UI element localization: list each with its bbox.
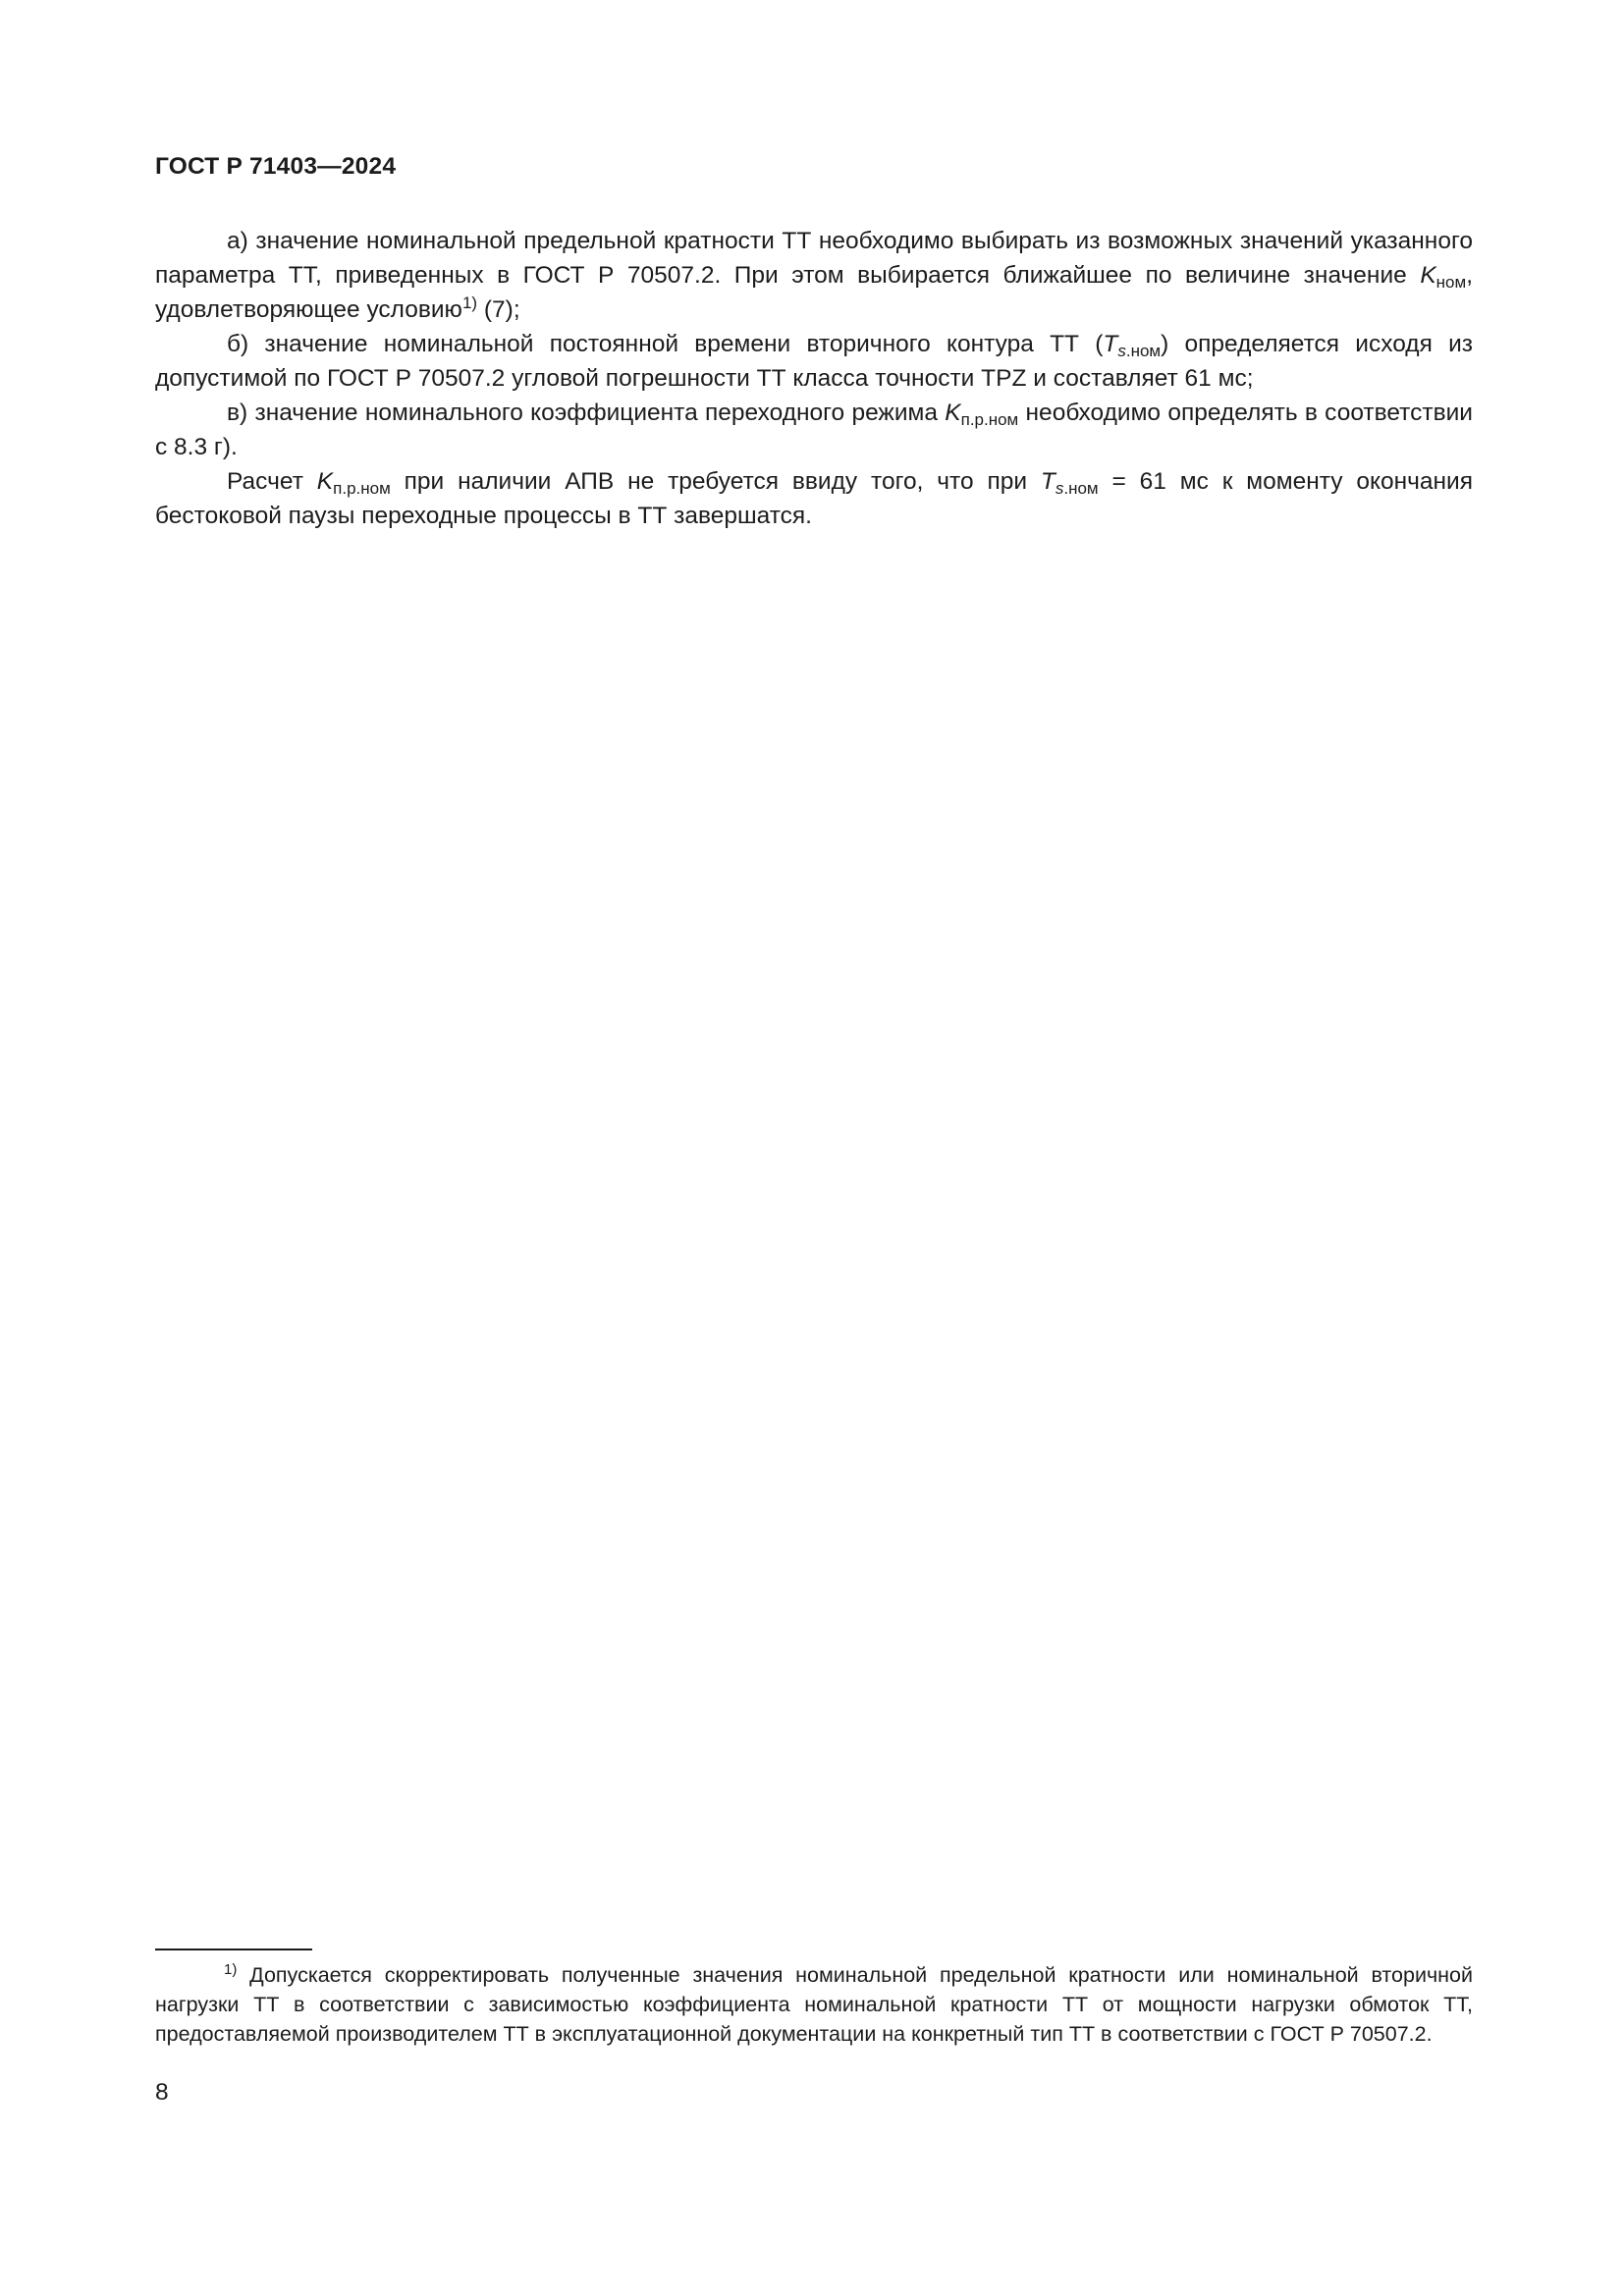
paragraph-b-text-1: б) значение номинальной постоянной времени вторичного контура ТТ ( [227,331,1104,357]
t-s-nom-var-2: T [1040,468,1056,495]
document-body [155,224,1473,533]
footnote-marker: 1) [224,1961,238,1978]
t-s-nom-sub-italic: s [1117,342,1126,360]
t-s-nom-sub [1117,342,1161,360]
footnote-ref[interactable]: 1) [461,294,478,312]
paragraph-v [155,396,1473,464]
t-s-nom-sub-2-rest: .ном [1063,479,1099,498]
t-s-nom-sub-2 [1056,479,1099,498]
paragraph-b [155,327,1473,396]
t-s-nom-sub-rest: .ном [1125,342,1162,360]
paragraph-a-text-1: а) значение номинальной предельной кратности ТТ необходимо выбирать из возможных значений указанного параметра ТТ, приведенных в ГОСТ Р 70507.2. При этом выбирается ближайшее по величине значение [155,228,1473,289]
paragraph-v-text-1: в) значение номинального коэффициента переходного режима [227,400,946,426]
footnote-paragraph [155,1960,1473,2049]
footnote [155,1960,1473,2049]
page-number: 8 [155,2079,169,2106]
paragraph-v-text-2: необходимо определять в соответствии с 8.3 г). [155,400,1473,460]
k-nom-sub: ном [1435,273,1467,292]
paragraph-a-text-3: (7); [477,296,520,323]
k-pr-nom-sub: п.р.ном [960,410,1019,429]
k-pr-nom-var: K [945,400,961,426]
paragraph-calc-text-3: = 61 мс к моменту окончания бестоковой паузы переходные процессы в ТТ завершатся. [155,468,1473,529]
paragraph-calc-text-2: при наличии АПВ не требуется ввиду того, что при [390,468,1041,495]
k-nom-var: K [1420,262,1436,289]
footnote-divider [155,1949,312,1950]
paragraph-a [155,224,1473,327]
paragraph-calc [155,464,1473,533]
t-s-nom-sub-2-italic: s [1055,479,1064,498]
paragraph-calc-text-1: Расчет [227,468,317,495]
t-s-nom-var: T [1103,331,1118,357]
paragraph-a-text-2: , удовлетворяющее условию [155,262,1473,323]
k-pr-nom-sub-2: п.р.ном [333,479,391,498]
k-pr-nom-var-2: K [316,468,334,495]
document-header: ГОСТ Р 71403—2024 [155,153,397,180]
paragraph-b-text-2: ) определяется исходя из допустимой по ГОСТ Р 70507.2 угловой погрешности ТТ класса точности ТPZ и составляет 61 мс; [155,331,1473,392]
footnote-text: Допускается скорректировать полученные значения номинальной предельной кратности или номинальной вторичной нагрузки ТТ в соответствии с зависимостью коэффициента номинальной кратности ТТ от мощности нагрузки обмоток ТТ, предоставляемой производителем ТТ в эксплуатационной документации на конкретный тип ТТ в соответствии с ГОСТ Р 70507.2. [155,1963,1473,2046]
